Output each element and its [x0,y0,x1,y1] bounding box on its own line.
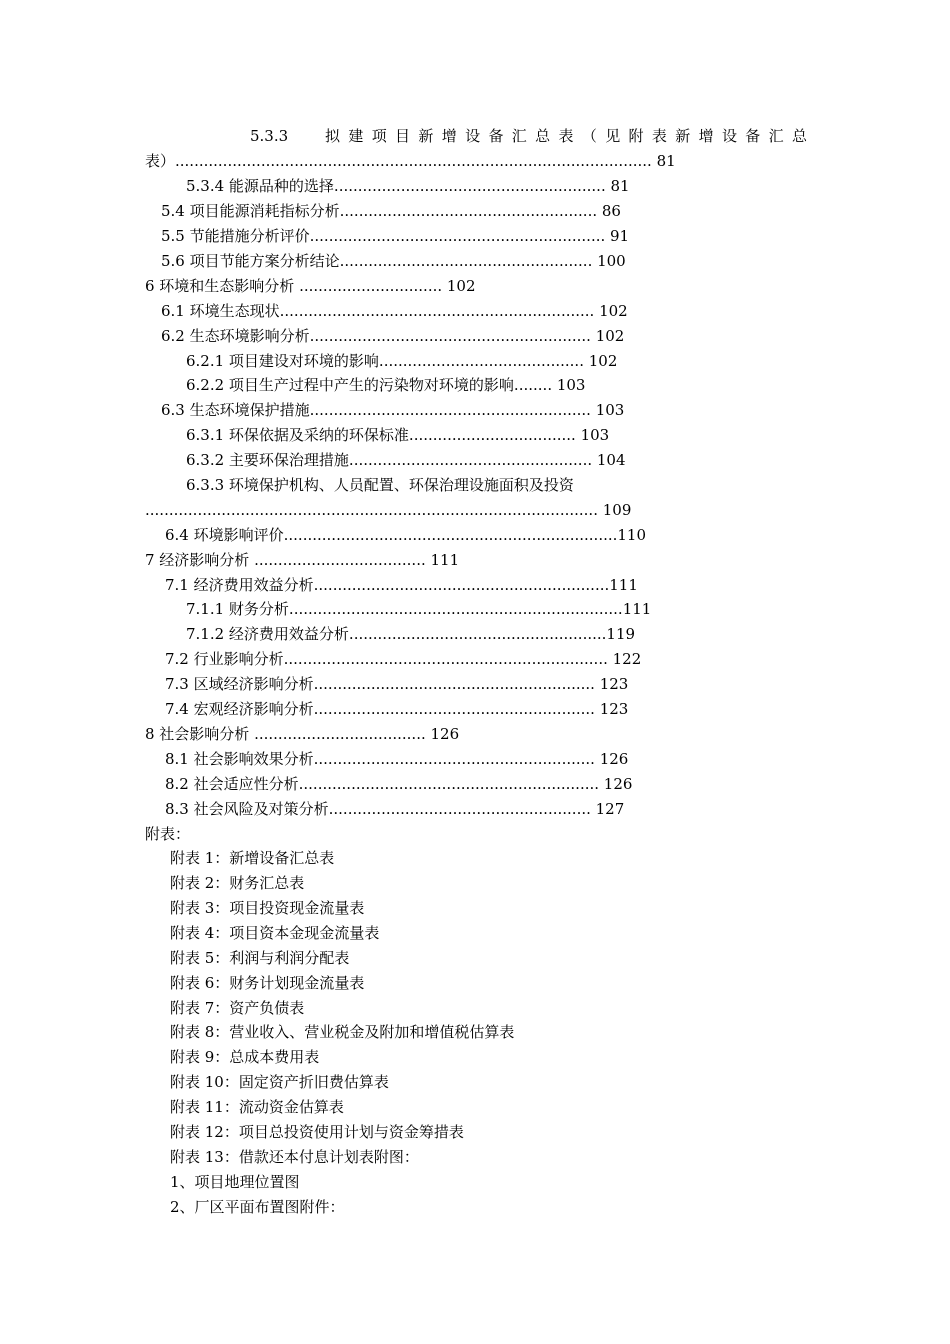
toc-entry-6-3-3-continued[interactable]: ............................................................................................... 109 [145,501,632,519]
figure-item: 1、项目地理位置图 [170,1173,300,1191]
toc-entry-5-6[interactable]: 5.6 项目节能方案分析结论..................................................... 100 [161,252,626,270]
toc-entry-6-3-3[interactable]: 6.3.3 环境保护机构、人员配置、环保治理设施面积及投资 [186,476,574,494]
toc-entry-6-3[interactable]: 6.3 生态环境保护措施........................................................... 103 [161,401,625,419]
toc-entry-7-1[interactable]: 7.1 经济费用效益分析..............................................................111 [165,576,638,594]
appendix-item: 附表 1：新增设备汇总表 [170,849,335,867]
toc-entry-6-2-2[interactable]: 6.2.2 项目生产过程中产生的污染物对环境的影响........ 103 [186,376,586,394]
appendix-item: 附表 13：借款还本付息计划表附图： [170,1148,419,1166]
appendix-item: 附表 5：利润与利润分配表 [170,949,350,967]
appendix-item: 附表 7：资产负债表 [170,999,305,1017]
toc-entry-7[interactable]: 7 经济影响分析 .................................... 111 [145,551,460,569]
toc-entry-8-3[interactable]: 8.3 社会风险及对策分析....................................................... 127 [165,800,625,818]
toc-entry-5-3-3[interactable] [145,126,807,146]
appendix-item: 附表 10：固定资产折旧费估算表 [170,1073,389,1091]
toc-entry-5-4[interactable]: 5.4 项目能源消耗指标分析...................................................... 86 [161,202,621,220]
appendix-item: 附表 11：流动资金估算表 [170,1098,344,1116]
toc-entry-6[interactable]: 6 环境和生态影响分析 .............................. 102 [145,277,476,295]
toc-entry-5-5[interactable]: 5.5 节能措施分析评价.............................................................. 91 [161,227,630,245]
toc-entry-7-2[interactable]: 7.2 行业影响分析.................................................................... 122 [165,650,642,668]
toc-entry-title: 拟 建 项 目 新 增 设 备 汇 总 表 （ 见 附 表 新 增 设 备 汇 总 [325,127,807,145]
toc-entry-5-3-4[interactable]: 5.3.4 能源品种的选择......................................................... 81 [186,177,630,195]
appendix-item: 附表 2：财务汇总表 [170,874,305,892]
toc-entry-6-2[interactable]: 6.2 生态环境影响分析........................................................... 102 [161,327,625,345]
toc-entry-7-1-1[interactable]: 7.1.1 财务分析......................................................................111 [186,600,652,618]
appendix-item: 附表 4：项目资本金现金流量表 [170,924,380,942]
appendix-item: 附表 9：总成本费用表 [170,1048,320,1066]
toc-entry-7-3[interactable]: 7.3 区域经济影响分析........................................................... 123 [165,675,629,693]
toc-entry-6-3-1[interactable]: 6.3.1 环保依据及采纳的环保标准................................... 103 [186,426,610,444]
toc-entry-8[interactable]: 8 社会影响分析 .................................... 126 [145,725,460,743]
toc-entry-6-1[interactable]: 6.1 环境生态现状.................................................................. 102 [161,302,628,320]
toc-entry-7-4[interactable]: 7.4 宏观经济影响分析........................................................... 123 [165,700,629,718]
appendix-item: 附表 6：财务计划现金流量表 [170,974,365,992]
appendix-item: 附表 12：项目总投资使用计划与资金筹措表 [170,1123,464,1141]
appendix-item: 附表 8：营业收入、营业税金及附加和增值税估算表 [170,1023,515,1041]
toc-entry-6-4[interactable]: 6.4 环境影响评价......................................................................110 [165,526,647,544]
toc-entry-6-2-1[interactable]: 6.2.1 项目建设对环境的影响........................................... 102 [186,352,618,370]
toc-entry-5-3-3-continued[interactable]: 表）.................................................................................................... 81 [145,152,676,170]
appendix-heading: 附表： [145,825,191,843]
toc-entry-7-1-2[interactable]: 7.1.2 经济费用效益分析......................................................119 [186,625,636,643]
toc-entry-6-3-2[interactable]: 6.3.2 主要环保治理措施................................................... 104 [186,451,626,469]
appendix-item: 附表 3：项目投资现金流量表 [170,899,365,917]
figure-item: 2、厂区平面布置图附件： [170,1198,345,1216]
toc-entry-number: 5.3.3 [250,127,289,145]
toc-entry-8-2[interactable]: 8.2 社会适应性分析............................................................... 126 [165,775,633,793]
toc-entry-8-1[interactable]: 8.1 社会影响效果分析........................................................... 126 [165,750,629,768]
